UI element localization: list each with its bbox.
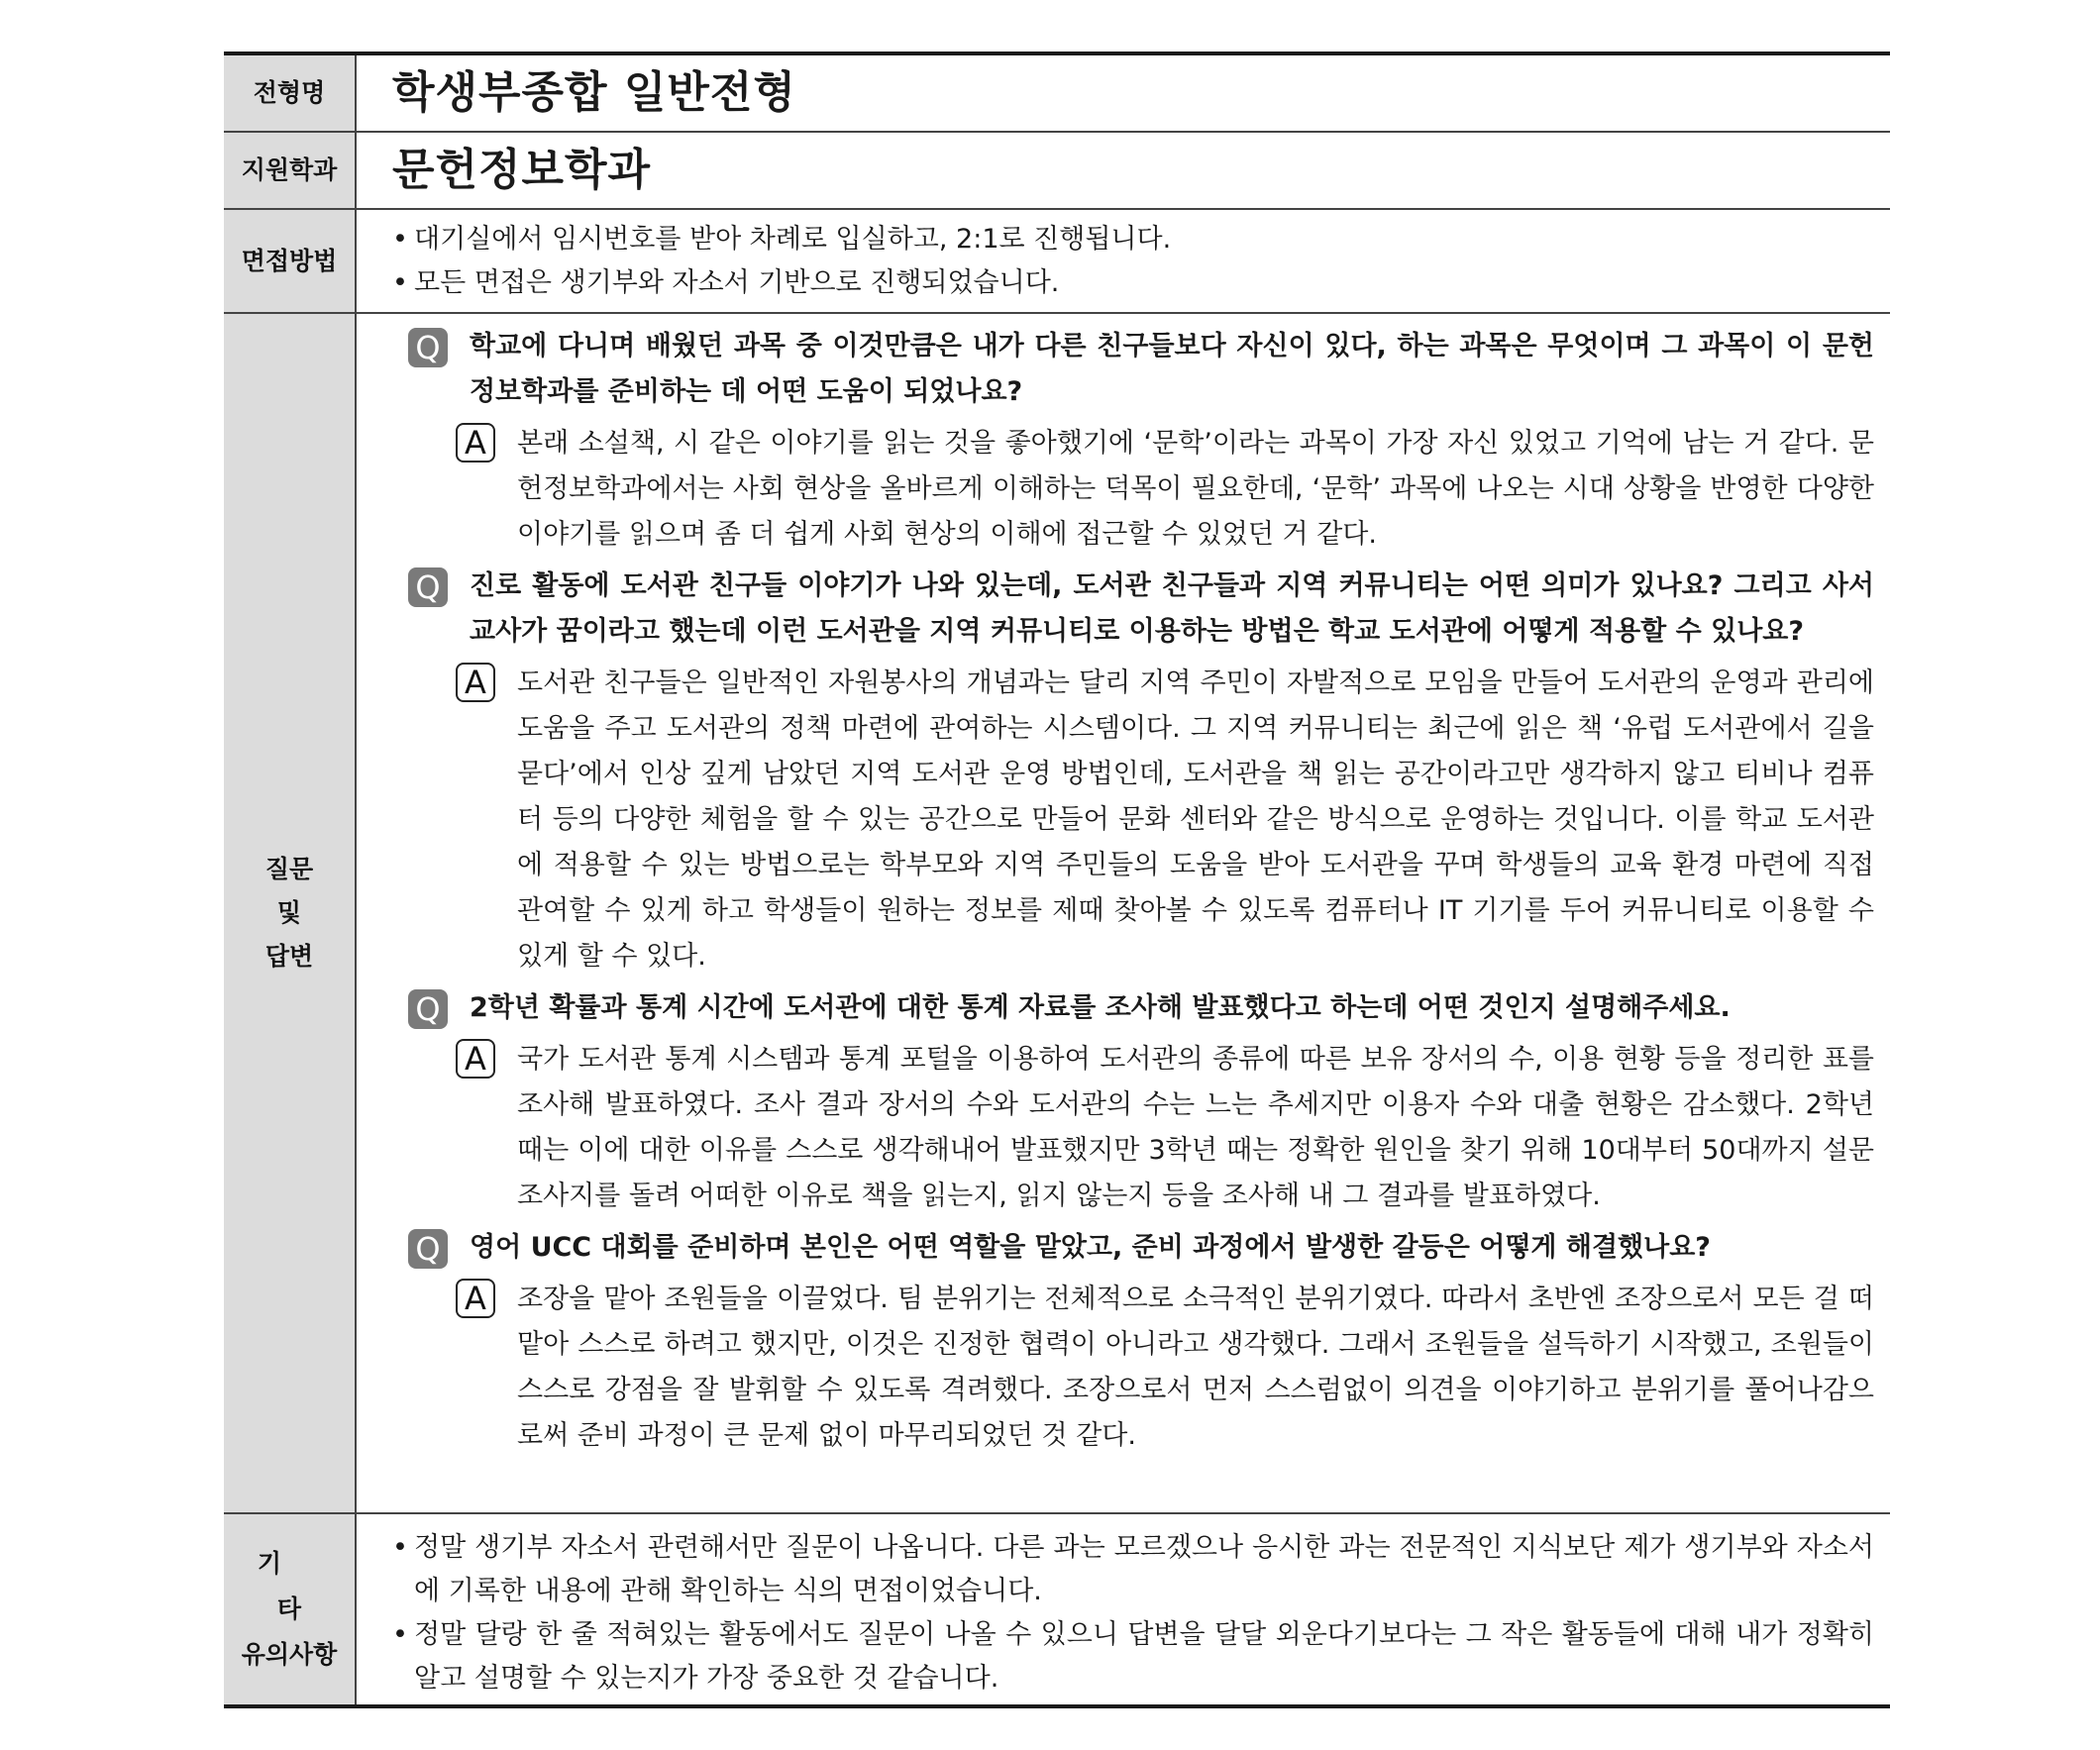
label-department: 지원학과 [224, 133, 357, 208]
qa-item [392, 1225, 1874, 1459]
qa-list [357, 314, 1890, 1512]
method-bullet [392, 218, 1874, 261]
row-admission-type [224, 55, 1890, 133]
answer [392, 1037, 1874, 1219]
note-bullet-text: 정말 달랑 한 줄 적혀있는 활동에서도 질문이 나올 수 있으니 답변을 달달 외운다기보다는 그 작은 활동들에 대해 내가 정확히 알고 설명할 수 있는지가 가장 중요한 것 같습니다. [414, 1619, 1874, 1694]
question [392, 985, 1874, 1031]
a-badge-icon: A [456, 663, 495, 702]
label-qa-line: 답변 [264, 942, 314, 971]
q-badge-icon: Q [408, 567, 448, 607]
admission-type-value: 학생부종합 일반전형 [392, 67, 796, 118]
answer [392, 1277, 1874, 1459]
label-other-notes [224, 1514, 357, 1704]
other-notes-list [357, 1514, 1890, 1704]
interview-sheet [224, 51, 1890, 1708]
method-bullet-text: 대기실에서 임시번호를 받아 차례로 입실하고, 2:1로 진행됩니다. [414, 224, 1172, 255]
qa-item [392, 985, 1874, 1219]
method-bullet [392, 261, 1874, 305]
department-value: 문헌정보학과 [392, 145, 652, 195]
question-text: 영어 UCC 대회를 준비하며 본인은 어떤 역할을 맡았고, 준비 과정에서 발생한 갈등은 어떻게 해결했나요? [470, 1232, 1711, 1263]
row-other-notes [224, 1514, 1890, 1704]
row-department [224, 133, 1890, 210]
q-badge-icon: Q [408, 328, 448, 367]
bullet-dot: • [392, 224, 408, 255]
interview-method-list [357, 210, 1890, 312]
label-other-line: 기 타 [257, 1549, 342, 1623]
qa-item [392, 564, 1874, 979]
note-bullet-text: 정말 생기부 자소서 관련해서만 질문이 나옵니다. 다른 과는 모르겠으나 응시한 과는 전문적인 지식보단 제가 생기부와 자소서에 기록한 내용에 관해 확인하는 식의 면접이었습니다. [414, 1532, 1875, 1606]
bullet-dot: • [392, 1532, 408, 1563]
department-cell [357, 133, 1890, 208]
row-interview-method [224, 210, 1890, 314]
label-interview-method: 면접방법 [224, 210, 357, 312]
answer [392, 421, 1874, 558]
label-questions-answers [224, 314, 357, 1512]
question [392, 564, 1874, 655]
note-bullet [392, 1526, 1874, 1613]
a-badge-icon: A [456, 423, 495, 463]
answer-text: 도서관 친구들은 일반적인 자원봉사의 개념과는 달리 지역 주민이 자발적으로 모임을 만들어 도서관의 운영과 관리에 도움을 주고 도서관의 정책 마련에 관여하는 시스템이다. 그 지역 커뮤니티는 최근에 읽은 책 ‘유럽 도서관에서 길을 묻다’에서 인상 깊게 남았던 지역 도서관 운영 방법인데, 도서관을 책 읽는 공간이라고만 생각하지 않고 티비나 컴퓨터 등의 다양한 체험을 할 수 있는 공간으로 만들어 문화 센터와 같은 방식으로 운영하는 것입니다. 이를 학교 도서관에 적용할 수 있는 방법으로는 학부모와 지역 주민들의 도움을 받아 도서관을 꾸며 학생들의 교육 환경 마련에 직접 관여할 수 있게 하고 학생들이 원하는 정보를 제때 찾아볼 수 있도록 컴퓨터나 IT 기기를 두어 커뮤니티로 이용할 수 있게 할 수 있다. [517, 668, 1874, 972]
q-badge-icon: Q [408, 989, 448, 1029]
label-notes-line: 유의사항 [241, 1640, 338, 1669]
q-badge-icon: Q [408, 1229, 448, 1269]
bullet-dot: • [392, 1619, 408, 1650]
label-admission-type: 전형명 [224, 55, 357, 131]
bullet-dot: • [392, 267, 408, 298]
label-qa-line: 및 [276, 898, 302, 927]
a-badge-icon: A [456, 1279, 495, 1318]
question [392, 1225, 1874, 1271]
row-questions-answers [224, 314, 1890, 1514]
method-bullet-text: 모든 면접은 생기부와 자소서 기반으로 진행되었습니다. [414, 267, 1060, 298]
a-badge-icon: A [456, 1039, 495, 1079]
question-text: 2학년 확률과 통계 시간에 도서관에 대한 통계 자료를 조사해 발표했다고 하는데 어떤 것인지 설명해주세요. [470, 992, 1731, 1023]
admission-type-cell [357, 55, 1890, 131]
answer-text: 국가 도서관 통계 시스템과 통계 포털을 이용하여 도서관의 종류에 따른 보유 장서의 수, 이용 현황 등을 정리한 표를 조사해 발표하였다. 조사 결과 장서의 수와 도서관의 수는 느는 추세지만 이용자 수와 대출 현황은 감소했다. 2학년 때는 이에 대한 이유를 스스로 생각해내어 발표했지만 3학년 때는 정확한 원인을 찾기 위해 10대부터 50대까지 설문조사지를 돌려 어떠한 이유로 책을 읽는지, 읽지 않는지 등을 조사해 내 그 결과를 발표하였다. [517, 1044, 1874, 1211]
question-text: 학교에 다니며 배웠던 과목 중 이것만큼은 내가 다른 친구들보다 자신이 있다, 하는 과목은 무엇이며 그 과목이 이 문헌정보학과를 준비하는 데 어떤 도움이 되었나요? [470, 331, 1874, 407]
label-qa-line: 질문 [264, 855, 314, 883]
note-bullet [392, 1613, 1874, 1700]
answer [392, 661, 1874, 979]
qa-item [392, 324, 1874, 558]
question-text: 진로 활동에 도서관 친구들 이야기가 나와 있는데, 도서관 친구들과 지역 커뮤니티는 어떤 의미가 있나요? 그리고 사서 교사가 꿈이라고 했는데 이런 도서관을 지역 커뮤니티로 이용하는 방법은 학교 도서관에 어떻게 적용할 수 있나요? [470, 570, 1874, 647]
answer-text: 본래 소설책, 시 같은 이야기를 읽는 것을 좋아했기에 ‘문학’이라는 과목이 가장 자신 있었고 기억에 남는 거 같다. 문헌정보학과에서는 사회 현상을 올바르게 이해하는 덕목이 필요한데, ‘문학’ 과목에 나오는 시대 상황을 반영한 다양한 이야기를 읽으며 좀 더 쉽게 사회 현상의 이해에 접근할 수 있었던 거 같다. [517, 428, 1874, 550]
question [392, 324, 1874, 415]
answer-text: 조장을 맡아 조원들을 이끌었다. 팀 분위기는 전체적으로 소극적인 분위기였다. 따라서 초반엔 조장으로서 모든 걸 떠맡아 스스로 하려고 했지만, 이것은 진정한 협력이 아니라고 생각했다. 그래서 조원들을 설득하기 시작했고, 조원들이 스스로 강점을 잘 발휘할 수 있도록 격려했다. 조장으로서 먼저 스스럼없이 의견을 이야기하고 분위기를 풀어나감으로써 준비 과정이 큰 문제 없이 마무리되었던 것 같다. [517, 1284, 1874, 1451]
